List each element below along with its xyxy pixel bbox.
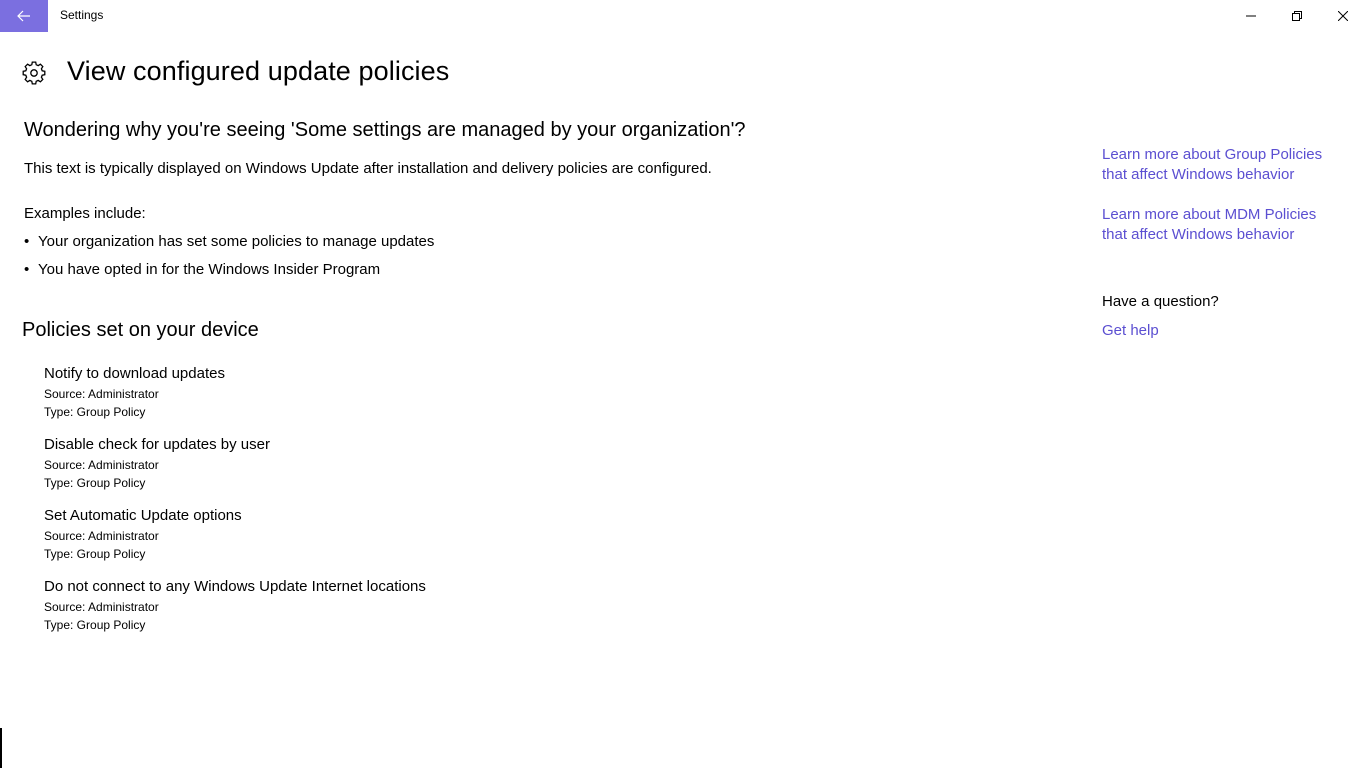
policy-type: Type: Group Policy xyxy=(44,618,146,632)
policy-source: Source: Administrator xyxy=(44,458,159,472)
restore-button[interactable] xyxy=(1274,0,1320,32)
policy-name: Notify to download updates xyxy=(44,365,225,382)
back-arrow-icon xyxy=(17,10,31,22)
title-bar xyxy=(0,0,1366,32)
policy-item xyxy=(44,436,270,492)
policy-source: Source: Administrator xyxy=(44,600,159,614)
app-title: Settings xyxy=(60,8,104,22)
policy-source: Source: Administrator xyxy=(44,529,159,543)
managed-settings-description: This text is typically displayed on Windows Update after installation and delivery policies are configured. xyxy=(24,160,712,177)
managed-settings-heading: Wondering why you're seeing 'Some settings are managed by your organization'? xyxy=(24,119,746,141)
policy-name: Do not connect to any Windows Update Internet locations xyxy=(44,578,426,595)
policy-item xyxy=(44,578,426,634)
bullet-icon: • xyxy=(24,233,30,250)
list-item-text: Your organization has set some policies to manage updates xyxy=(38,233,435,250)
policy-type: Type: Group Policy xyxy=(44,405,146,419)
policy-name: Set Automatic Update options xyxy=(44,507,242,524)
policy-item xyxy=(44,365,225,421)
policy-item xyxy=(44,507,242,563)
examples-label: Examples include: xyxy=(24,205,146,222)
policy-name: Disable check for updates by user xyxy=(44,436,270,453)
group-policies-link-line2[interactable]: that affect Windows behavior xyxy=(1102,166,1295,183)
list-item xyxy=(24,261,380,278)
policy-source: Source: Administrator xyxy=(44,387,159,401)
close-button[interactable] xyxy=(1320,0,1366,32)
list-item xyxy=(24,233,434,250)
back-button[interactable] xyxy=(0,0,48,32)
policy-type: Type: Group Policy xyxy=(44,476,146,490)
question-heading: Have a question? xyxy=(1102,293,1219,310)
page-title: View configured update policies xyxy=(67,56,450,86)
minimize-button[interactable] xyxy=(1228,0,1274,32)
policies-heading: Policies set on your device xyxy=(22,319,259,341)
restore-icon xyxy=(1292,11,1302,21)
text-cursor-indicator xyxy=(0,728,2,768)
minimize-icon xyxy=(1246,11,1256,21)
bullet-icon: • xyxy=(24,261,30,278)
list-item-text: You have opted in for the Windows Insider Program xyxy=(38,261,381,278)
gear-icon xyxy=(22,61,46,85)
close-icon xyxy=(1338,11,1348,21)
mdm-policies-link-line2[interactable]: that affect Windows behavior xyxy=(1102,226,1295,243)
policy-type: Type: Group Policy xyxy=(44,547,146,561)
mdm-policies-link[interactable] xyxy=(1102,205,1342,245)
group-policies-link[interactable] xyxy=(1102,145,1342,185)
mdm-policies-link-line1[interactable]: Learn more about MDM Policies xyxy=(1102,206,1317,223)
group-policies-link-line1[interactable]: Learn more about Group Policies xyxy=(1102,146,1323,163)
get-help-link[interactable]: Get help xyxy=(1102,322,1159,339)
